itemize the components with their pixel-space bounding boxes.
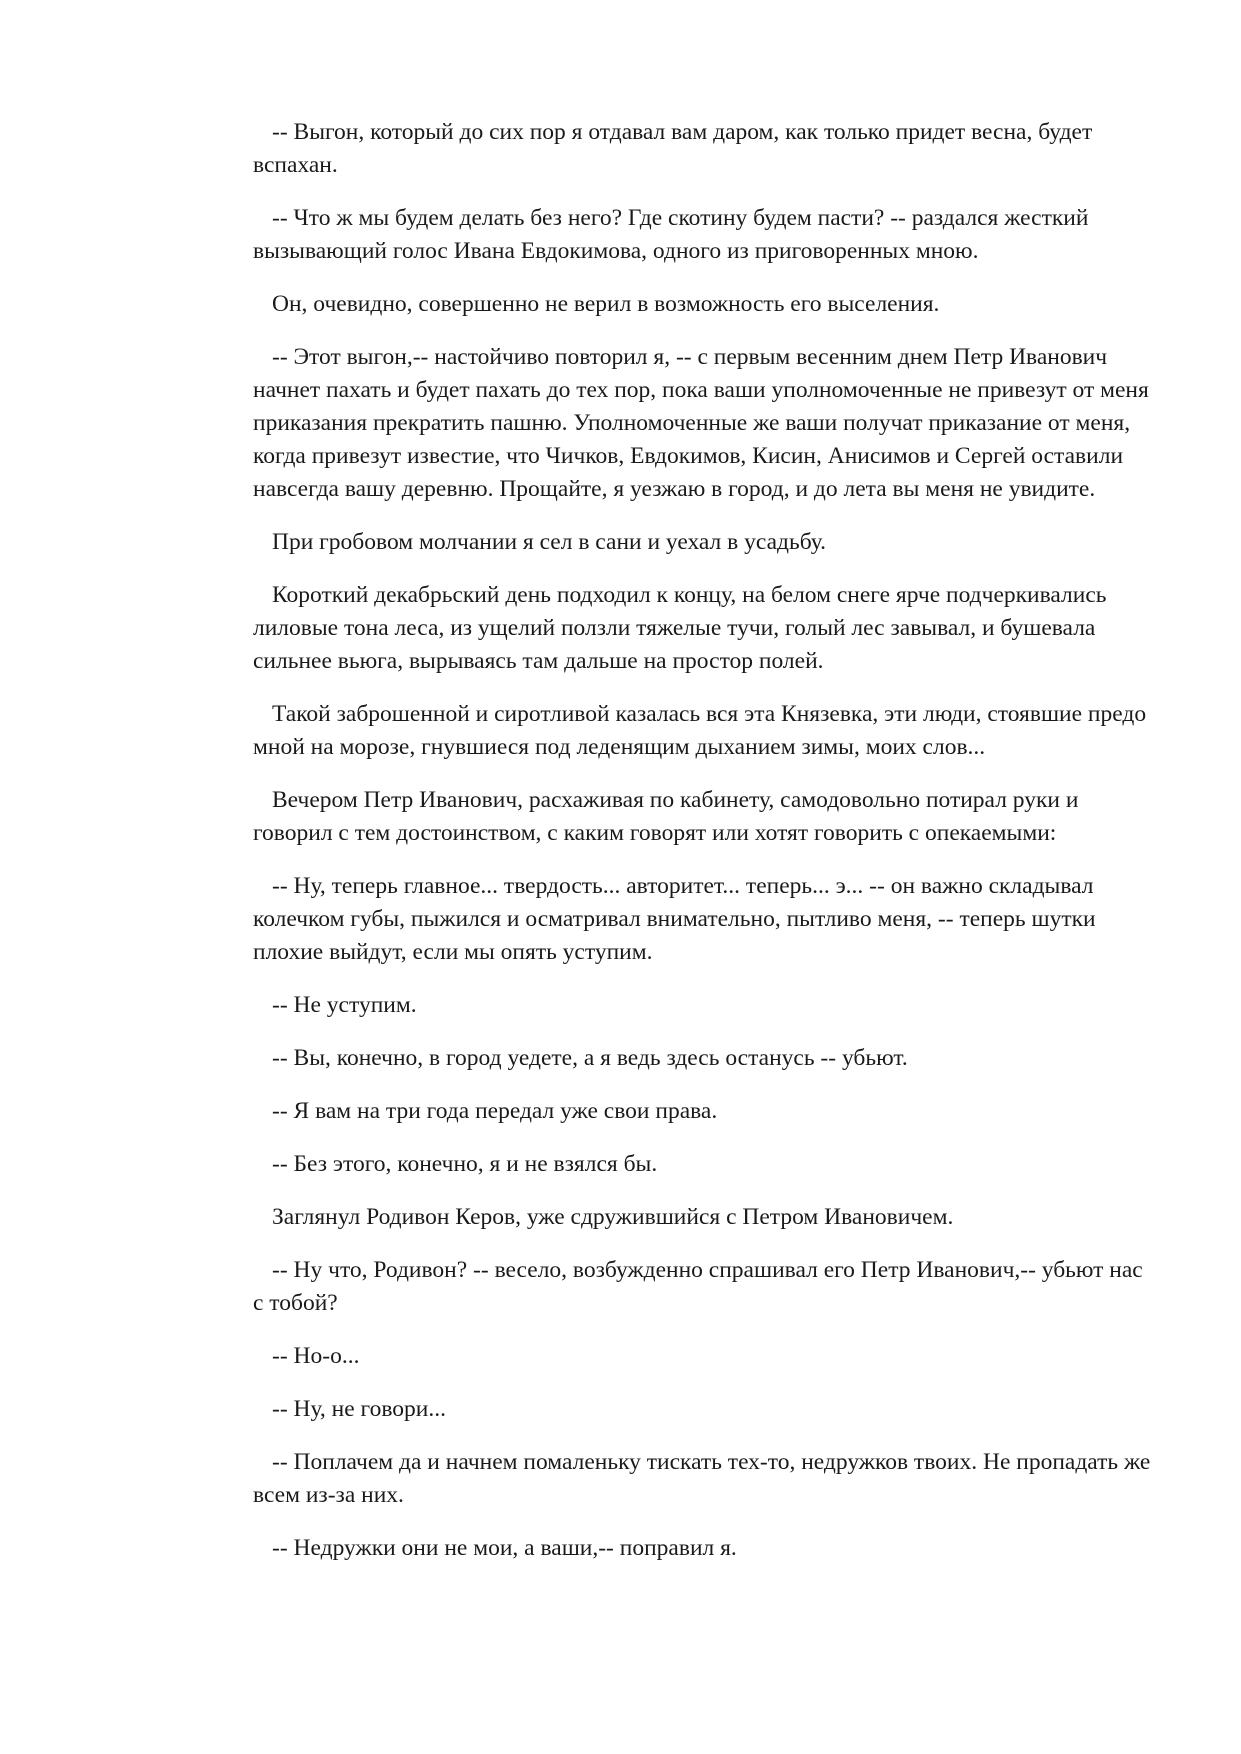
paragraph: Он, очевидно, совершенно не верил в возможность его выселения. [272, 291, 940, 317]
paragraph: Вечером Петр Иванович, расхаживая по кабинету, самодовольно потирал руки и говорил с тем достоинством, с каким говорят или хотят говорить с опекаемыми: [253, 787, 1079, 846]
paragraph: -- Выгон, который до сих пор я отдавал вам даром, как только придет весна, будет вспахан. [253, 119, 1093, 178]
paragraph: -- Я вам на три года передал уже свои права. [272, 1098, 718, 1124]
paragraph: -- Вы, конечно, в город уедете, а я ведь здесь останусь -- убьют. [272, 1045, 908, 1071]
paragraph: -- Не уступим. [272, 992, 417, 1018]
paragraph: -- Что ж мы будем делать без него? Где скотину будем пасти? -- раздался жесткий вызывающий голос Ивана Евдокимова, одного из приговоренных мною. [253, 205, 1089, 264]
paragraph: -- Этот выгон,-- настойчиво повторил я, -- с первым весенним днем Петр Иванович начнет пахать и будет пахать до тех пор, пока ваши уполномоченные не привезут от меня приказания прекратить пашню. Уполномоченные же ваши получат приказание от меня, когда привезут известие, что Чичков, Евдокимов, Кисин, Анисимов и Сергей оставили навсегда вашу деревню. Прощайте, я уезжаю в город, и до лета вы меня не увидите. [253, 344, 1149, 502]
paragraph: -- Поплачем да и начнем помаленьку тискать тех-то, недружков твоих. Не пропадать же всем из-за них. [253, 1449, 1151, 1508]
document-page [253, 116, 1158, 1585]
paragraph: -- Без этого, конечно, я и не взялся бы. [272, 1151, 658, 1177]
paragraph: -- Ну, не говори... [272, 1396, 446, 1422]
paragraph: -- Ну что, Родивон? -- весело, возбужденно спрашивал его Петр Иванович,-- убьют нас с тобой? [253, 1257, 1143, 1316]
paragraph: Заглянул Родивон Керов, уже сдружившийся с Петром Ивановичем. [272, 1204, 954, 1230]
paragraph: Такой заброшенной и сиротливой казалась вся эта Князевка, эти люди, стоявшие предо мной на морозе, гнувшиеся под леденящим дыханием зимы, моих слов... [253, 701, 1147, 760]
paragraph: -- Недружки они не мои, а ваши,-- поправил я. [272, 1535, 737, 1561]
paragraph: -- Ну, теперь главное... твердость... авторитет... теперь... э... -- он важно складывал колечком губы, пыжился и осматривал внимательно, пытливо меня, -- теперь шутки плохие выйдут, если мы опять уступим. [253, 873, 1096, 965]
paragraph: Короткий декабрьский день подходил к концу, на белом снеге ярче подчеркивались лиловые тона леса, из ущелий ползли тяжелые тучи, голый лес завывал, и бушевала сильнее вьюга, вырываясь там дальше на простор полей. [253, 582, 1107, 674]
paragraph: -- Но-о... [272, 1343, 360, 1369]
paragraph: При гробовом молчании я сел в сани и уехал в усадьбу. [272, 529, 827, 555]
